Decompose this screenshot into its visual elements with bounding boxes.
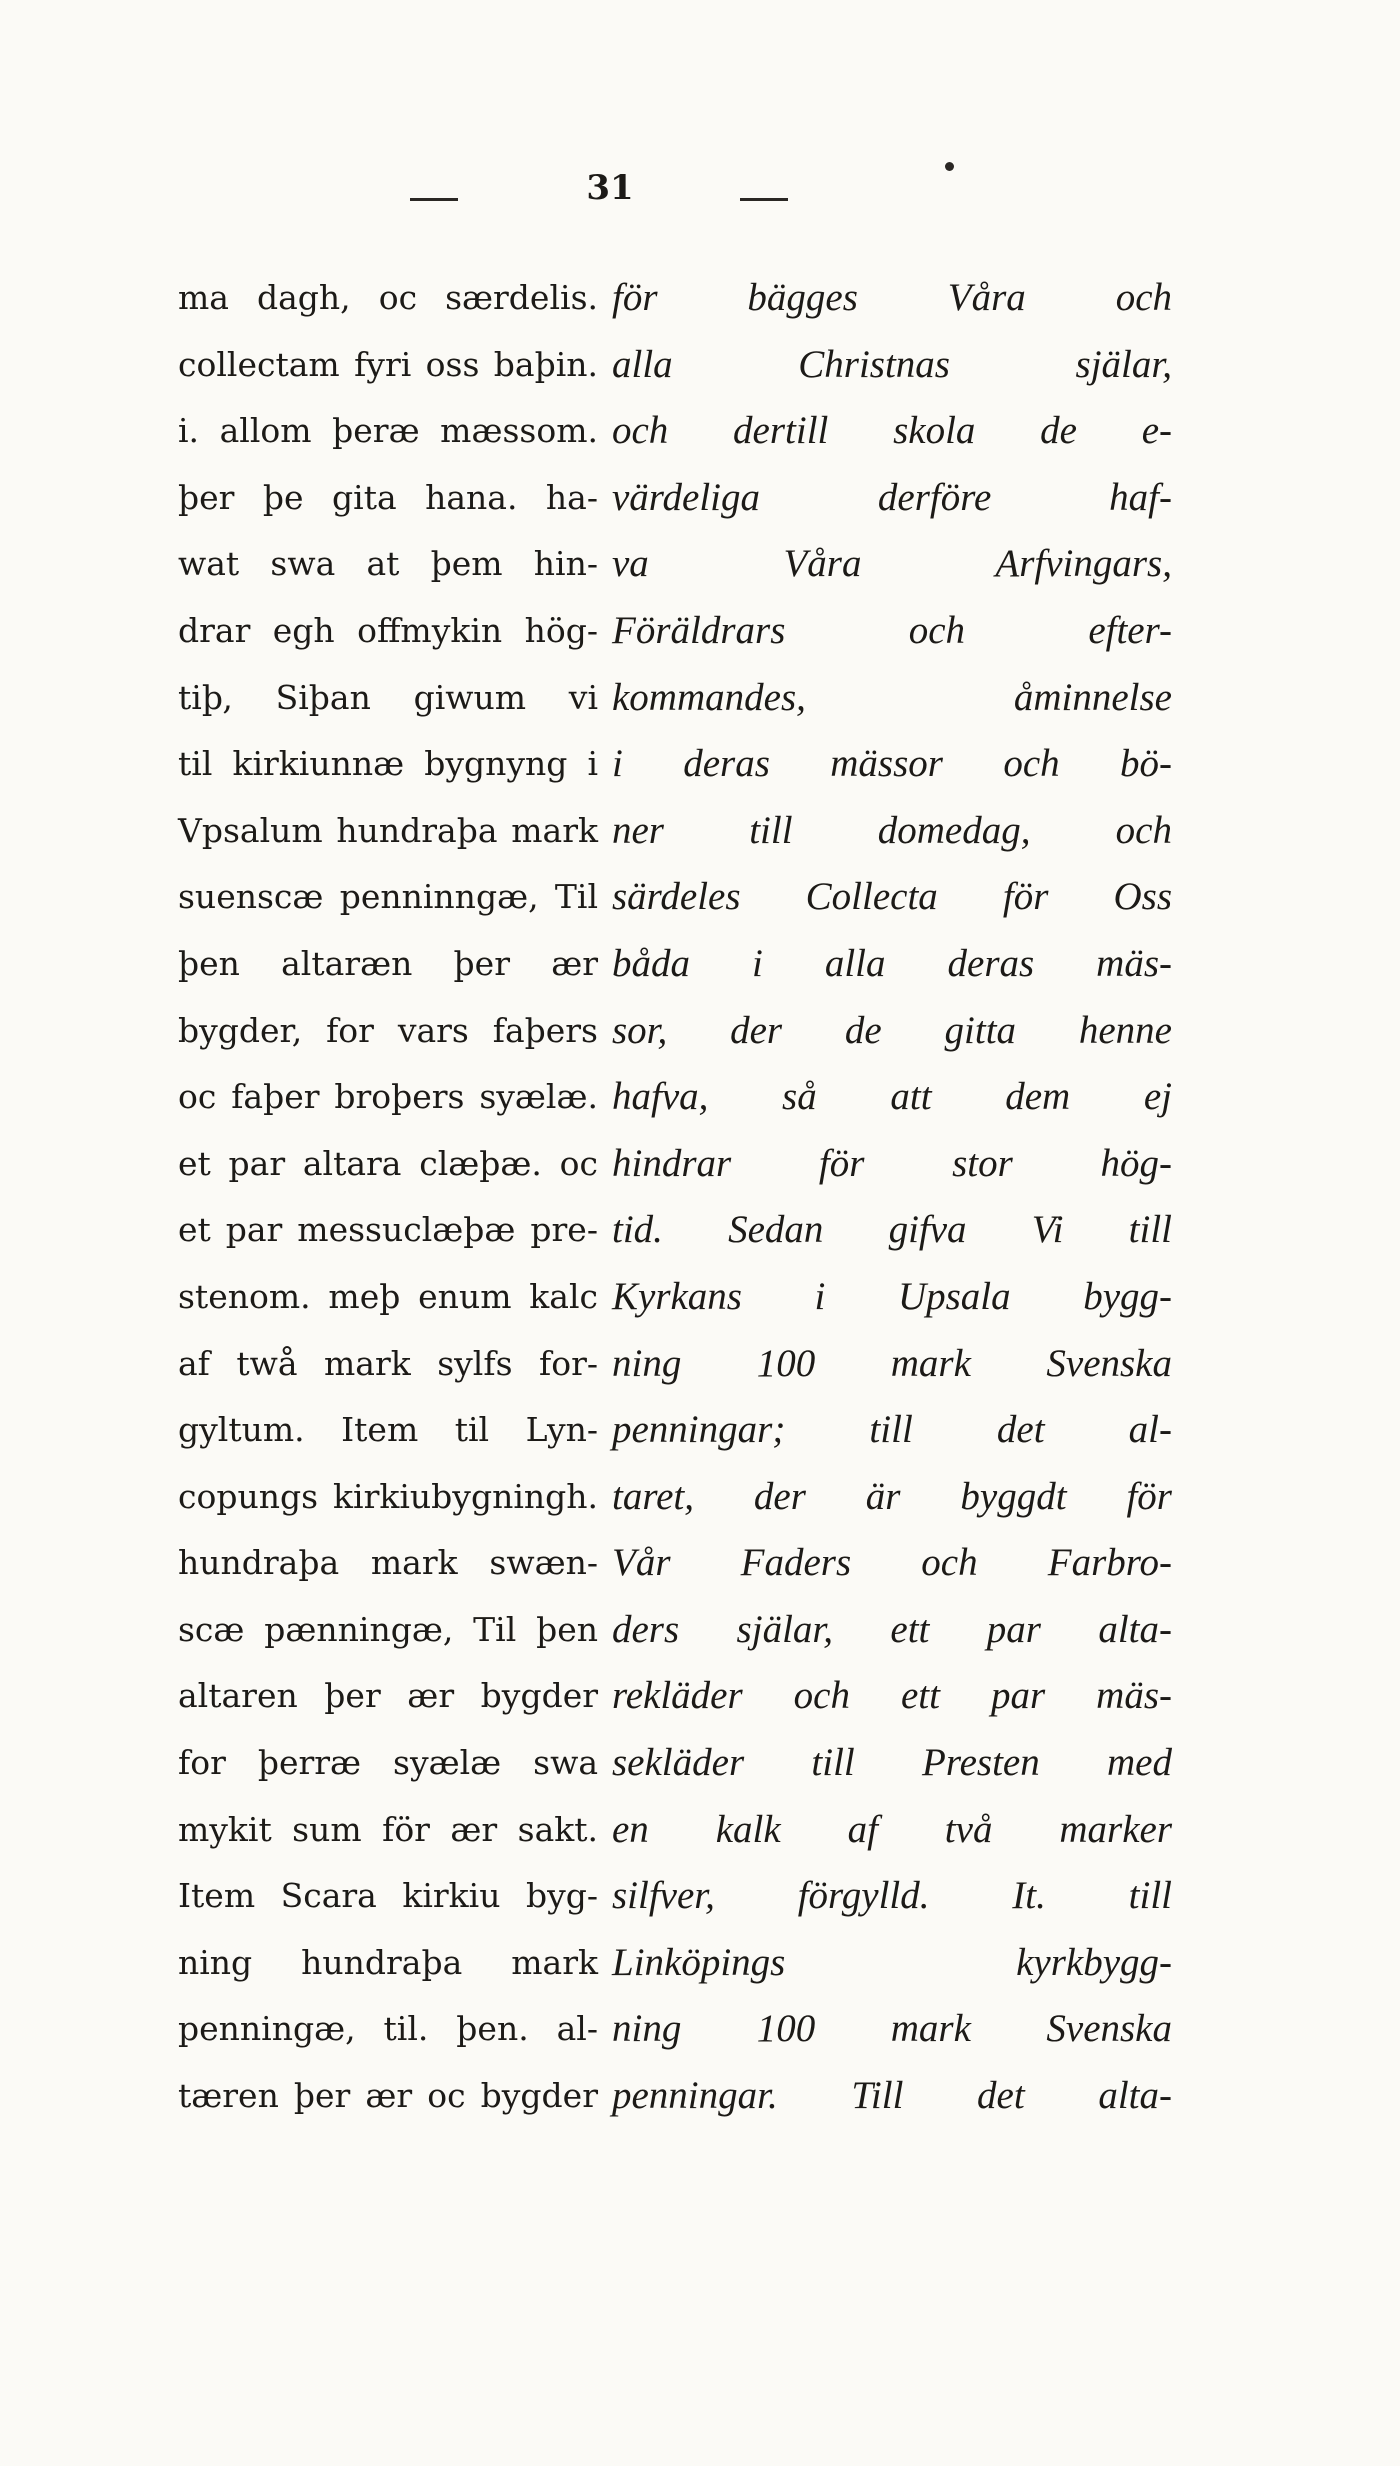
text-line-left: i. allom þeræ mæssom.: [178, 411, 598, 451]
text-line-right: båda i alla deras mäs-: [612, 941, 1172, 985]
text-line-left: Vpsalum hundraþa mark: [178, 810, 598, 850]
header-dash-right: [740, 198, 788, 201]
text-line-right: för bägges Våra och: [612, 276, 1172, 319]
old-swedish-column: [178, 265, 598, 2130]
text-line-right: taret, der är byggdt för: [612, 1474, 1172, 1518]
print-speck: [945, 162, 954, 171]
text-line-left: drar egh offmykin hög-: [178, 610, 598, 650]
text-line-left: tiþ, Siþan giwum vi: [178, 677, 598, 717]
text-line-left: suenscæ penninngæ, Til: [178, 877, 598, 917]
text-line-left: Item Scara kirkiu byg-: [178, 1876, 598, 1916]
text-line-right: va Våra Arfvingars,: [612, 542, 1172, 586]
text-line-right: ner till domedag, och: [612, 808, 1172, 852]
text-line-left: wat swa at þem hin-: [178, 544, 598, 584]
text-line-right: särdeles Collecta för Oss: [612, 875, 1172, 919]
text-line-right: ning 100 mark Svenska: [612, 1341, 1172, 1385]
text-line-left: scæ pænningæ, Til þen: [178, 1609, 598, 1649]
text-line-right: Linköpings kyrkbygg-: [612, 1940, 1172, 1984]
text-line-right: Föräldrars och efter-: [612, 608, 1172, 652]
text-line-left: ning hundraþa mark: [178, 1942, 598, 1982]
text-line-left: et par messuclæþæ pre-: [178, 1210, 598, 1250]
text-line-left: tæren þer ær oc bygder: [178, 2076, 598, 2116]
text-line-right: sor, der de gitta henne: [612, 1008, 1172, 1052]
text-line-left: et par altara clæþæ. oc: [178, 1143, 598, 1183]
text-line-right: silfver, förgylld. It. till: [612, 1874, 1172, 1918]
text-line-right: i deras mässor och bö-: [612, 742, 1172, 786]
text-line-right: alla Christnas själar,: [612, 342, 1172, 386]
text-line-left: þer þe gita hana. ha-: [178, 477, 598, 517]
text-line-right: hafva, så att dem ej: [612, 1075, 1172, 1119]
text-line-left: penningæ, til. þen. al-: [178, 2009, 598, 2049]
text-line-left: copungs kirkiubygningh.: [178, 1476, 598, 1516]
text-line-right: kommandes, åminnelse: [612, 675, 1172, 719]
text-line-left: þen altaræn þer ær: [178, 943, 598, 983]
text-line-right: Vår Faders och Farbro-: [612, 1541, 1172, 1585]
text-line-left: mykit sum för ær sakt.: [178, 1809, 598, 1849]
text-line-right: rekläder och ett par mäs-: [612, 1674, 1172, 1718]
text-line-right: penningar. Till det alta-: [612, 2074, 1172, 2118]
text-line-left: oc faþer broþers syælæ.: [178, 1077, 598, 1117]
text-line-left: gyltum. Item til Lyn-: [178, 1410, 598, 1450]
text-line-right: en kalk af två marker: [612, 1807, 1172, 1851]
text-line-left: bygder, for vars faþers: [178, 1010, 598, 1050]
modern-swedish-column: [612, 265, 1172, 2130]
text-line-left: for þerræ syælæ swa: [178, 1743, 598, 1783]
page-number: 31: [586, 168, 634, 208]
text-line-left: collectam fyri oss baþin.: [178, 344, 598, 384]
page-header: [400, 160, 820, 220]
text-line-right: sekläder till Presten med: [612, 1741, 1172, 1785]
text-line-left: hundraþa mark swæn-: [178, 1543, 598, 1583]
text-line-right: penningar; till det al-: [612, 1408, 1172, 1452]
text-line-left: af twå mark sylfs for-: [178, 1343, 598, 1383]
text-line-left: altaren þer ær bygder: [178, 1676, 598, 1716]
text-line-right: hindrar för stor hög-: [612, 1141, 1172, 1185]
text-line-right: tid. Sedan gifva Vi till: [612, 1208, 1172, 1252]
text-line-right: ning 100 mark Svenska: [612, 2007, 1172, 2051]
text-line-right: Kyrkans i Upsala bygg-: [612, 1274, 1172, 1318]
text-line-left: stenom. meþ enum kalc: [178, 1276, 598, 1316]
text-line-right: värdeliga derföre haf-: [612, 475, 1172, 519]
header-dash-left: [410, 198, 458, 201]
text-line-left: til kirkiunnæ bygnyng i: [178, 744, 598, 784]
text-line-left: ma dagh, oc særdelis.: [178, 278, 598, 317]
text-line-right: ders själar, ett par alta-: [612, 1607, 1172, 1651]
text-line-right: och dertill skola de e-: [612, 409, 1172, 453]
